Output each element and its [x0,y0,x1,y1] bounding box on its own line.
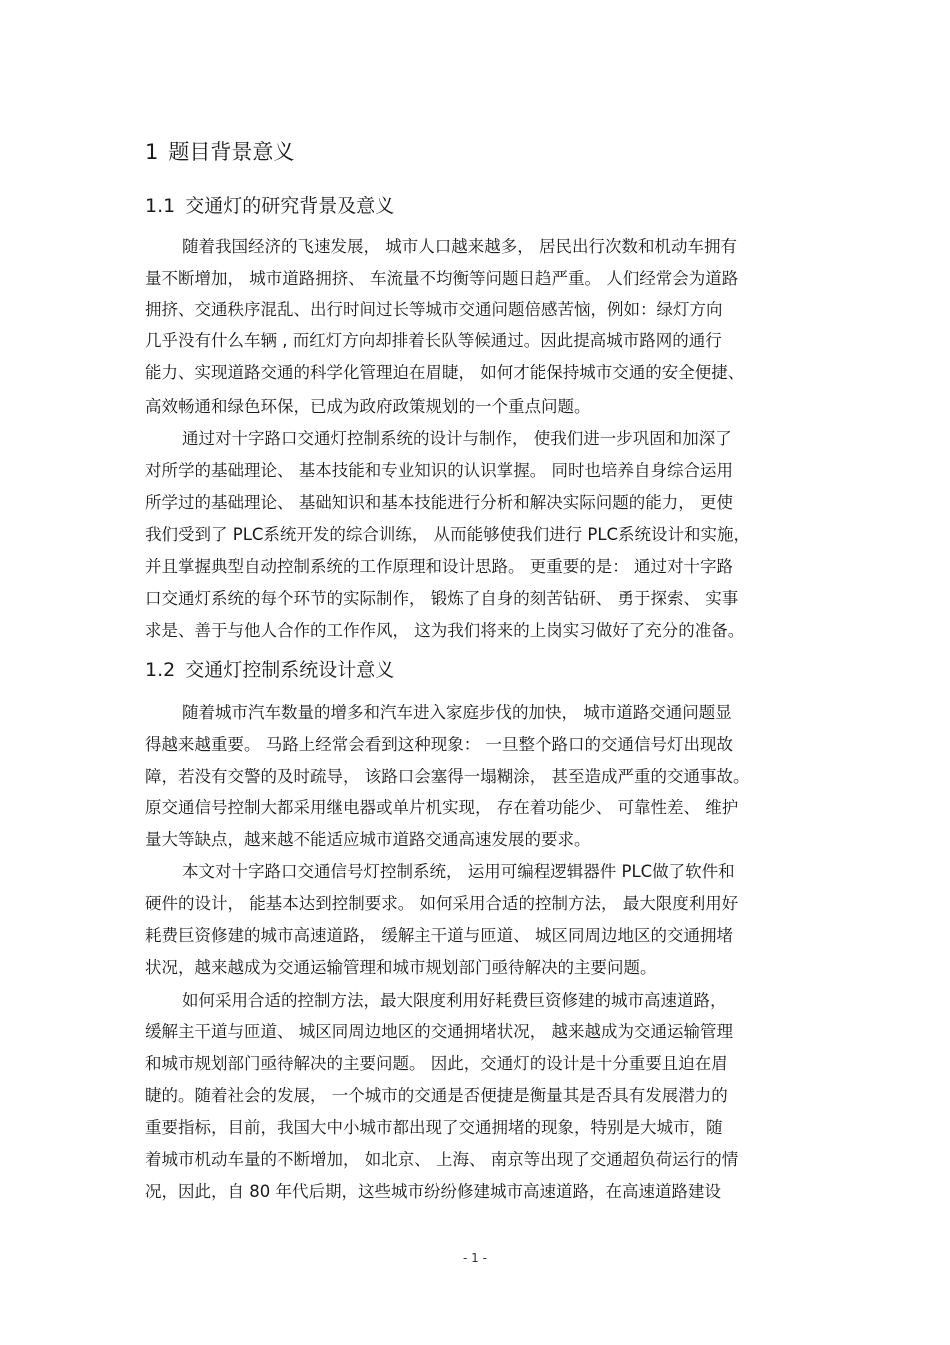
section-number: 1.1 [145,195,176,217]
text-line: 求是、善于与他人合作的工作作风， 这为我们将来的上岗实习做好了充分的准备。 [145,621,745,640]
text-line: 缓解主干道与匝道、 城区同周边地区的交通拥堵状况， 越来越成为交通运输管理 [145,1022,733,1041]
text-line: 着城市机动车量的不断增加， 如北京、 上海、 南京等出现了交通超负荷运行的情 [145,1150,739,1169]
text-line: 通过对十字路口交通灯控制系统的设计与制作， 使我们进一步巩固和加深了 [182,429,732,448]
text-line: 和城市规划部门亟待解决的主要问题。 因此，交通灯的设计是十分重要且迫在眉 [145,1054,728,1073]
text-line: 随着城市汽车数量的增多和汽车进入家庭步伐的加快， 城市道路交通问题显 [182,703,732,722]
text-line: 量大等缺点，越来越不能适应城市道路交通高速发展的要求。 [145,830,591,849]
section-heading [145,657,394,683]
text-line: 口交通灯系统的每个环节的实际制作， 锻炼了自身的刻苦钻研、 勇于探索、 实事 [145,589,739,608]
text-line: 得越来越重要。 马路上经常会看到这种现象： 一旦整个路口的交通信号灯出现故 [145,735,733,754]
text-line: 对所学的基础理论、 基本技能和专业知识的认识掌握。 同时也培养自身综合运用 [145,461,733,480]
text-line: 拥挤、交通秩序混乱、出行时间过长等城市交通问题倍感苦恼，例如：绿灯方向 [145,300,723,319]
text-line: 能力、实现道路交通的科学化管理迫在眉睫， 如何才能保持城市交通的安全便捷、 [145,363,745,382]
chapter-heading [145,138,294,166]
page-number: - 1 - [463,1251,487,1265]
text-line: 量不断增加， 城市道路拥挤、 车流量不均衡等问题日趋严重。 人们经常会为道路 [145,269,739,288]
section-number: 1.2 [145,659,176,681]
text-line: 本文对十字路口交通信号灯控制系统， 运用可编程逻辑器件 PLC做了软件和 [182,862,735,881]
text-line: 睫的。随着社会的发展， 一个城市的交通是否便捷是衡量其是否具有发展潜力的 [145,1086,728,1105]
section-heading [145,193,394,219]
text-line: 状况，越来越成为交通运输管理和城市规划部门亟待解决的主要问题。 [145,958,657,977]
chapter-number: 1 [145,140,159,164]
text-line: 况，因此，自 80 年代后期，这些城市纷纷修建城市高速道路，在高速道路建设 [145,1182,721,1201]
chapter-title: 题目背景意义 [168,140,295,164]
text-line: 耗费巨资修建的城市高速道路， 缓解主干道与匝道、 城区同周边地区的交通拥堵 [145,926,733,945]
text-line: 硬件的设计， 能基本达到控制要求。 如何采用合适的控制方法， 最大限度利用好 [145,894,739,913]
text-line: 重要指标，目前，我国大中小城市都出现了交通拥堵的现象，特别是大城市，随 [145,1118,723,1137]
text-line: 并且掌握典型自动控制系统的工作原理和设计思路。 更重要的是： 通过对十字路 [145,557,733,576]
section-title: 交通灯控制系统设计意义 [185,659,395,681]
text-line: 如何采用合适的控制方法，最大限度利用好耗费巨资修建的城市高速道路， [182,991,727,1010]
text-line: 高效畅通和绿色环保，已成为政府政策规划的一个重点问题。 [145,397,591,416]
text-line: 随着我国经济的飞速发展， 城市人口越来越多， 居民出行次数和机动车拥有 [182,237,737,256]
text-line: 所学过的基础理论、 基础知识和基本技能进行分析和解决实际问题的能力， 更使 [145,493,733,512]
section-title: 交通灯的研究背景及意义 [185,195,395,217]
text-line: 原交通信号控制大都采用继电器或单片机实现， 存在着功能少、 可靠性差、 维护 [145,798,739,817]
text-line: 障，若没有交警的及时疏导， 该路口会塞得一塌糊涂， 甚至造成严重的交通事故。 [145,767,750,786]
text-line: 我们受到了 PLC系统开发的综合训练， 从而能够使我们进行 PLC系统设计和实施， [145,525,751,544]
text-line: 几乎没有什么车辆 , 而红灯方向却排着长队等候通过。因此提高城市路网的通行 [145,331,722,350]
